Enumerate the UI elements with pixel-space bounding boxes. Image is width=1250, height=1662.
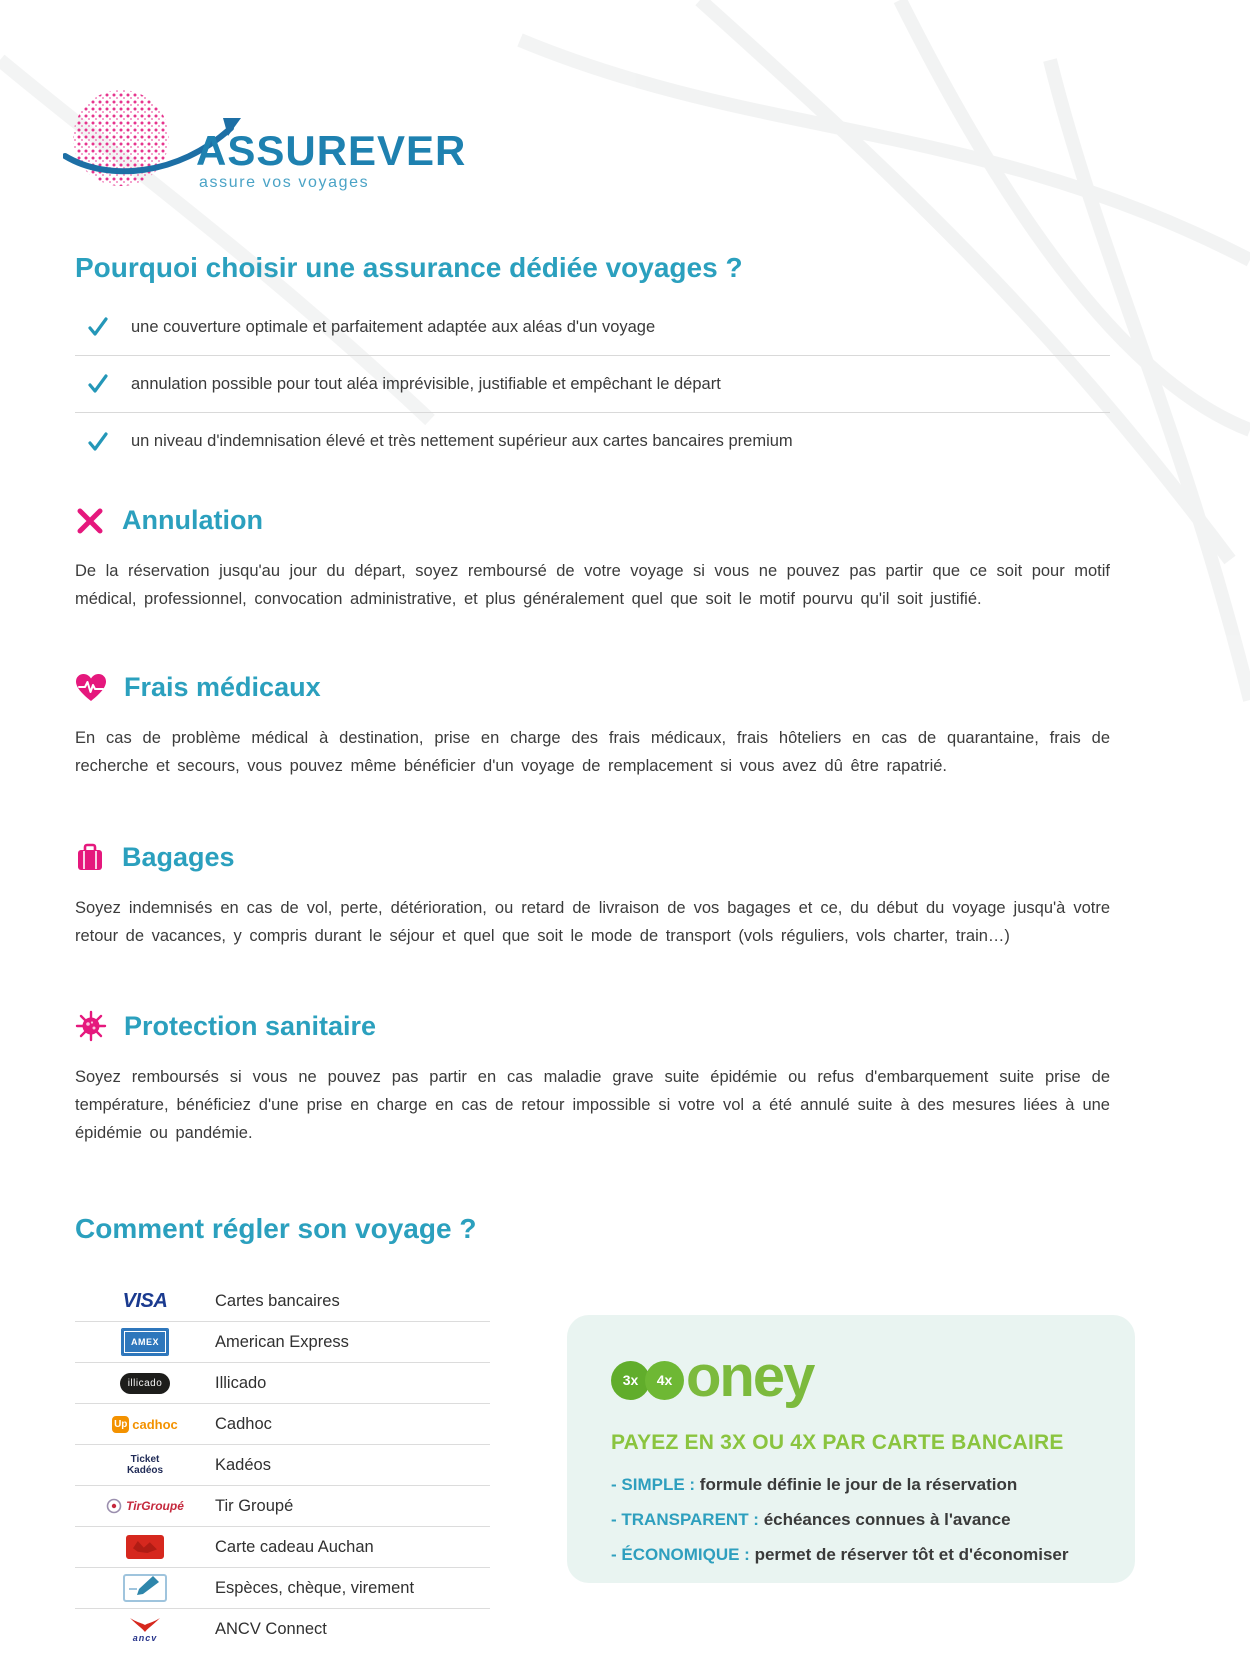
payment-label: American Express (215, 1332, 349, 1351)
section-header (75, 1010, 1110, 1042)
table-row (75, 1322, 490, 1363)
payment-label: Kadéos (215, 1455, 271, 1474)
cheque-pen-icon (75, 1574, 215, 1602)
list-item (75, 413, 1110, 470)
section-body: De la réservation jusqu'au jour du départ, soyez remboursé de votre voyage si vous ne pouvez pas partir que ce soit pour motif médical, professionnel, convocation administrative, et plus généralement quel que soit le motif pourvu qu'il soit justifié. (75, 562, 1110, 608)
list-item-text: une couverture optimale et parfaitement adaptée aux aléas d'un voyage (131, 317, 656, 336)
ancv-logo-icon: ancv (75, 1616, 215, 1643)
section-title: Bagages (122, 842, 235, 872)
oney-logo (611, 1343, 1105, 1409)
virus-icon (75, 1010, 107, 1042)
table-row (75, 1363, 490, 1404)
section-header (75, 672, 1110, 703)
section-frais-medicaux (75, 672, 1110, 780)
list-item (75, 356, 1110, 413)
brand-tagline: assure vos voyages (199, 174, 370, 191)
visa-logo-icon: VISA (122, 1289, 168, 1312)
section-header (75, 505, 1110, 536)
kadeos-logo-icon: Ticket Kadéos (126, 1454, 164, 1476)
oney-bullet-list (611, 1475, 1105, 1565)
payment-label: Espèces, chèque, virement (215, 1578, 415, 1597)
payment-label: Illicado (215, 1373, 267, 1392)
section-annulation (75, 505, 1110, 613)
section-header (75, 842, 1110, 873)
oney-payment-panel (567, 1315, 1135, 1583)
medical-heart-icon (75, 673, 107, 703)
list-item-text: un niveau d'indemnisation élevé et très nettement supérieur aux cartes bancaires premium (131, 432, 793, 450)
section-title: Protection sanitaire (124, 1010, 377, 1041)
list-item (75, 299, 1110, 356)
list-item: - TRANSPARENT : échéances connues à l'avance (611, 1510, 1011, 1529)
cancel-x-icon (75, 506, 105, 536)
table-row (75, 1281, 490, 1322)
benefits-list (75, 299, 1110, 470)
section-body: Soyez indemnisés en cas de vol, perte, détérioration, ou retard de livraison de vos bagages et ce, du début du voyage jusqu'à votre retour de vacances, y compris durant le séjour et quel que soit le mode de transport (vols réguliers, vols charter, train…) (75, 899, 1110, 945)
checkmark-icon (87, 373, 109, 395)
payment-label: Cadhoc (215, 1414, 272, 1433)
table-row (75, 1404, 490, 1445)
payment-methods-table (75, 1281, 490, 1649)
list-item-text: annulation possible pour tout aléa imprévisible, justifiable et empêchant le départ (131, 374, 721, 393)
payment-label: Cartes bancaires (215, 1291, 340, 1310)
oney-3x-badge-icon: 3x (611, 1361, 650, 1400)
auchan-card-icon (75, 1535, 215, 1559)
payment-label: Tir Groupé (215, 1496, 294, 1515)
section-title: Frais médicaux (124, 672, 321, 702)
table-row (75, 1486, 490, 1527)
cadhoc-logo-icon: Up cadhoc (114, 1416, 178, 1432)
table-row (75, 1609, 490, 1649)
assurever-logo (63, 86, 483, 206)
section-title: Annulation (122, 505, 263, 535)
table-row (75, 1527, 490, 1568)
brand-name: ASSUREVER (196, 127, 467, 174)
table-row (75, 1445, 490, 1486)
oney-4x-badge-icon: 4x (645, 1361, 684, 1400)
amex-logo-icon: AMEX (75, 1328, 215, 1356)
oney-headline: PAYEZ EN 3X OU 4X PAR CARTE BANCAIRE (611, 1431, 1064, 1454)
payment-label: ANCV Connect (215, 1619, 327, 1638)
section-bagages (75, 842, 1110, 950)
payment-label: Carte cadeau Auchan (215, 1537, 374, 1556)
why-title: Pourquoi choisir une assurance dédiée voyages ? (75, 252, 743, 283)
list-item: - ÉCONOMIQUE : permet de réserver tôt et d'économiser (611, 1545, 1069, 1564)
table-row (75, 1568, 490, 1609)
list-item: - SIMPLE : formule définie le jour de la réservation (611, 1475, 1018, 1494)
payment-title: Comment régler son voyage ? (75, 1213, 477, 1244)
section-protection-sanitaire (75, 1010, 1110, 1147)
oney-brand-name: oney (686, 1343, 814, 1409)
checkmark-icon (87, 431, 109, 453)
tir-groupe-logo-icon: TirGroupé (75, 1498, 215, 1514)
section-body: En cas de problème médical à destination, prise en charge des frais médicaux, frais hôteliers en cas de quarantaine, frais de recherche et secours, vous pouvez même bénéficier d'un voyage de remplacement si vous avez dû être rapatrié. (75, 729, 1110, 775)
checkmark-icon (87, 316, 109, 338)
illicado-logo-icon: illicado (75, 1373, 215, 1394)
baggage-icon (75, 843, 105, 873)
section-body: Soyez remboursés si vous ne pouvez pas partir en cas maladie grave suite épidémie ou refus d'embarquement suite prise de température, bénéficiez d'une prise en charge en cas de retour impossible si votre vol a été annulé suite à des mesures liées à une épidémie ou pandémie. (75, 1068, 1110, 1142)
